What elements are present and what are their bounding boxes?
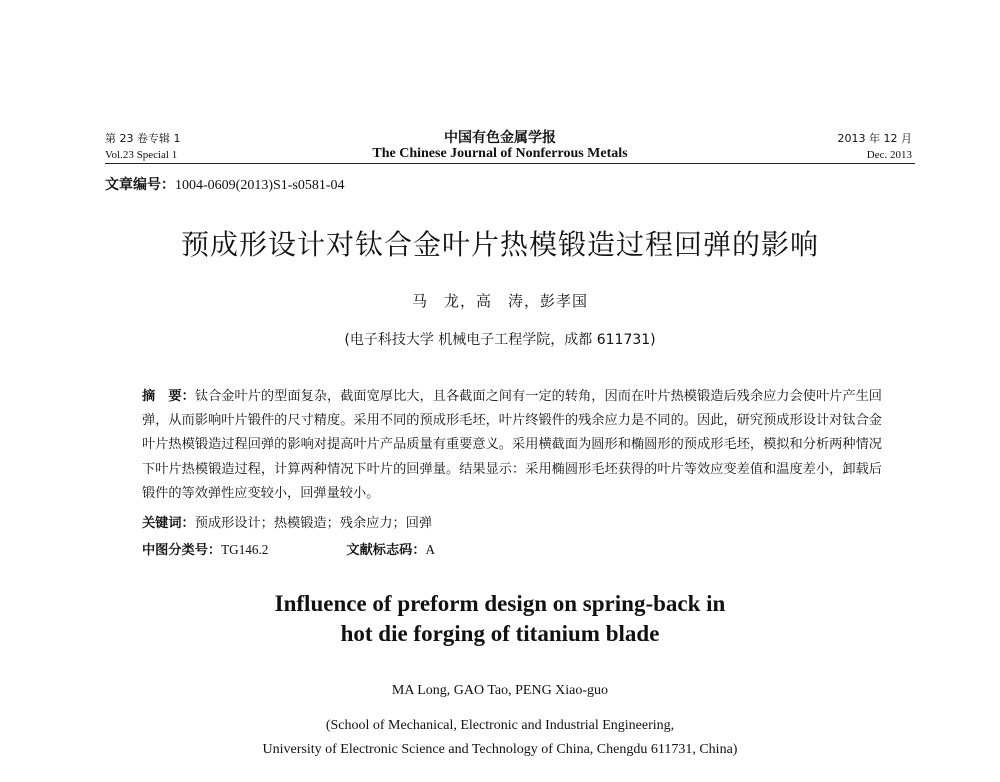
clc-value: TG146.2 bbox=[221, 542, 269, 557]
keywords-zh bbox=[142, 512, 432, 531]
header-date-zh: 2013 年 12 月 bbox=[837, 132, 912, 145]
abstract-label: 摘 要： bbox=[142, 389, 195, 404]
article-number-value: 1004-0609(2013)S1-s0581-04 bbox=[175, 178, 345, 193]
keywords-label: 关键词： bbox=[142, 516, 195, 531]
document-code-value: A bbox=[425, 542, 436, 557]
header-volume-en: Vol.23 Special 1 bbox=[105, 149, 178, 161]
header-volume-zh: 第 23 卷专辑 1 bbox=[105, 132, 181, 145]
title-zh: 预成形设计对钛合金叶片热模锻造过程回弹的影响 bbox=[180, 228, 819, 261]
header-rule bbox=[105, 163, 915, 164]
title-en-line1: Influence of preform design on spring-back in bbox=[274, 591, 726, 616]
affiliation-zh: (电子科技大学 机械电子工程学院，成都 611731) bbox=[344, 332, 656, 348]
classification-line bbox=[142, 539, 435, 558]
header-date-en: Dec. 2013 bbox=[866, 149, 912, 161]
affiliation-en-line1: (School of Mechanical, Electronic and Industrial Engineering, bbox=[325, 718, 675, 733]
article-number bbox=[105, 174, 345, 194]
document-code-label: 文献标志码： bbox=[346, 543, 426, 558]
abstract-zh bbox=[142, 385, 882, 506]
title-en-line2: hot die forging of titanium blade bbox=[340, 621, 660, 646]
article-number-label: 文章编号： bbox=[105, 177, 175, 193]
authors-zh: 马 龙，高 涛，彭孝国 bbox=[411, 292, 588, 310]
clc-label: 中图分类号： bbox=[142, 543, 222, 558]
journal-title-en: The Chinese Journal of Nonferrous Metals bbox=[372, 146, 628, 161]
affiliation-en-line2: University of Electronic Science and Technology of China, Chengdu 611731, China) bbox=[262, 742, 738, 757]
journal-title-zh: 中国有色金属学报 bbox=[444, 130, 556, 146]
keywords-text: 预成形设计；热模锻造；残余应力；回弹 bbox=[194, 516, 433, 531]
authors-en: MA Long, GAO Tao, PENG Xiao-guo bbox=[391, 683, 609, 698]
abstract-text: 钛合金叶片的型面复杂，截面宽厚比大，且各截面之间有一定的转角，因而在叶片热模锻造后残余应力会使叶片产生回弹，从而影响叶片锻件的尺寸精度。采用不同的预成形毛坯，叶片终锻件的残余应力是不同的。因此，研究预成形设计对钛合金叶片热模锻造过程回弹的影响对提高叶片产品质量有重要意义。采用横截面为圆形和椭圆形的预成形毛坯，模拟和分析两种情况下叶片热模锻造过程，计算两种情况下叶片的回弹量。结果显示：采用椭圆形毛坯获得的叶片等效应变差值和温度差小，卸载后锻件的等效弹性应变较小，回弹量较小。 bbox=[142, 389, 882, 501]
